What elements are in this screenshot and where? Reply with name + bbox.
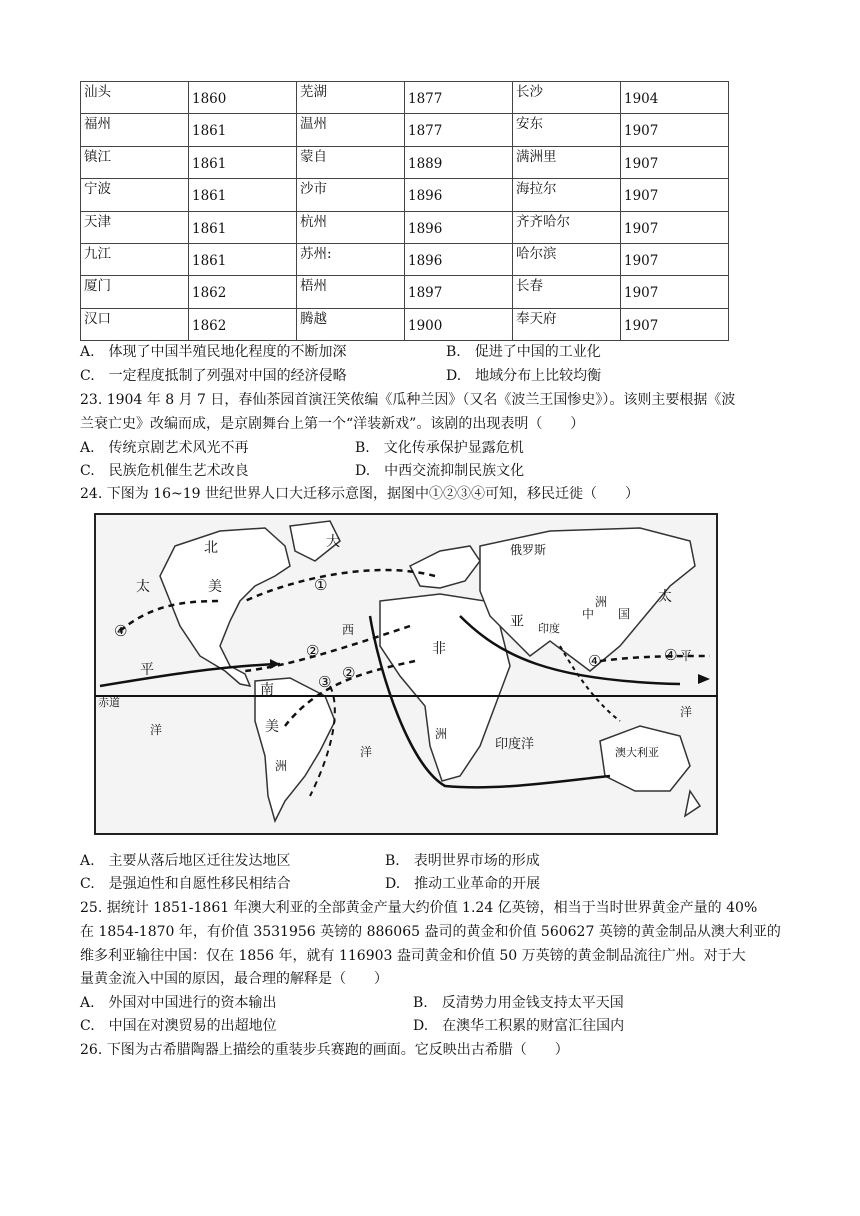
port-name-cell <box>513 82 621 114</box>
port-year: 1861 <box>192 220 227 237</box>
port-name: 天津 <box>84 213 111 230</box>
q22-option-c: C. 一定程度抵制了列强对中国的经济侵略 <box>80 368 347 384</box>
port-name-cell <box>297 82 405 114</box>
port-year-cell <box>621 179 729 211</box>
q25-option-a: A. 外国对中国进行的资本输出 <box>80 995 277 1011</box>
marker-2b: ② <box>342 664 356 682</box>
port-name-cell <box>81 146 189 178</box>
port-year: 1907 <box>624 155 659 172</box>
label-yang-southwest: 洋 <box>150 723 163 737</box>
port-name-cell <box>81 243 189 275</box>
port-name: 沙市 <box>300 181 327 198</box>
port-name: 汉口 <box>84 310 111 327</box>
q23-stem-line2: 兰衰亡史》改编而成，是京剧舞台上第一个“洋装新戏”。该剧的出现表明（ ） <box>80 416 585 432</box>
marker-3: ③ <box>318 673 332 691</box>
port-name: 温州 <box>300 116 327 133</box>
port-year-cell <box>621 211 729 243</box>
q23-stem-line1: 23. 1904 年 8 月 7 日，春仙茶园首演汪笑侬编《瓜种兰因》（又名《波兰王国惨史》）。该则主要根据《波 <box>80 392 736 408</box>
port-year-cell <box>405 276 513 308</box>
marker-1: ① <box>314 576 328 594</box>
table-row <box>81 82 729 114</box>
port-year-cell <box>189 211 297 243</box>
port-year-cell <box>189 308 297 340</box>
port-year: 1862 <box>192 285 227 302</box>
label-zhou: 洲 <box>595 595 608 609</box>
port-year-cell <box>189 114 297 146</box>
port-name-cell <box>513 114 621 146</box>
table-row <box>81 146 729 178</box>
port-year-cell <box>405 211 513 243</box>
port-year: 1907 <box>624 317 659 334</box>
port-year: 1896 <box>408 252 443 269</box>
port-year: 1877 <box>408 123 443 140</box>
port-name: 厦门 <box>84 278 111 295</box>
port-name-cell <box>81 82 189 114</box>
table-row <box>81 276 729 308</box>
port-name-cell <box>513 243 621 275</box>
port-name-cell <box>513 308 621 340</box>
q25-option-d: D. 在澳华工积累的财富汇往国内 <box>413 1018 625 1034</box>
q25-stem-line2: 在 1854-1870 年，有价值 3531956 英镑的 886065 盎司的黄金和价值 560627 英镑的黄金制品从澳大利亚的 <box>80 924 781 940</box>
q25-stem-line4: 量黄金流入中国的原因，最合理的解释是（ ） <box>80 971 388 987</box>
table-row <box>81 114 729 146</box>
label-indian-ocean: 印度洋 <box>495 737 535 752</box>
port-name-cell <box>297 308 405 340</box>
port-year: 1861 <box>192 188 227 205</box>
port-name-cell <box>81 114 189 146</box>
port-name-cell <box>297 146 405 178</box>
port-year: 1861 <box>192 155 227 172</box>
port-year-cell <box>189 276 297 308</box>
q22-option-b: B. 促进了中国的工业化 <box>446 344 601 360</box>
q23-option-c: C. 民族危机催生艺术改良 <box>80 463 249 479</box>
port-year: 1860 <box>192 90 227 107</box>
migration-map <box>80 506 722 838</box>
table-row <box>81 243 729 275</box>
label-australia: 澳大利亚 <box>615 746 659 759</box>
port-year-cell <box>189 146 297 178</box>
port-name: 芜湖 <box>300 83 327 100</box>
port-year: 1862 <box>192 317 227 334</box>
port-year: 1907 <box>624 285 659 302</box>
label-ping-right: 平 <box>680 649 693 663</box>
port-year-cell <box>405 308 513 340</box>
port-name: 梧州 <box>300 278 327 295</box>
label-zhou-south: 洲 <box>275 759 288 773</box>
label-nan: 南 <box>260 682 274 698</box>
port-name: 长春 <box>516 278 543 295</box>
q26-stem: 26. 下图为古希腊陶器上描绘的重装步兵赛跑的画面。它反映出古希腊（ ） <box>80 1042 569 1058</box>
port-name: 宁波 <box>84 181 111 198</box>
port-year-cell <box>189 243 297 275</box>
port-name-cell <box>297 179 405 211</box>
port-year: 1907 <box>624 123 659 140</box>
port-name: 杭州 <box>300 213 327 230</box>
port-name: 安东 <box>516 116 543 133</box>
q24-option-d: D. 推动工业革命的开展 <box>385 876 541 892</box>
label-fei: 非 <box>432 641 446 657</box>
port-year-cell <box>621 82 729 114</box>
port-year: 1896 <box>408 188 443 205</box>
port-name: 满洲里 <box>516 148 557 165</box>
label-tai-left: 太 <box>136 579 150 595</box>
q24-stem: 24. 下图为 16~19 世纪世界人口大迁移示意图，据图中①②③④可知，移民迁徙（ ） <box>80 486 639 502</box>
label-da: 大 <box>326 534 340 550</box>
port-name-cell <box>81 211 189 243</box>
label-guo: 国 <box>618 607 631 621</box>
port-name-cell <box>513 146 621 178</box>
port-year-cell <box>405 146 513 178</box>
port-year: 1877 <box>408 90 443 107</box>
port-year-cell <box>621 276 729 308</box>
port-name: 九江 <box>84 245 111 262</box>
port-year-cell <box>621 114 729 146</box>
q25-option-b: B. 反清势力用金钱支持太平天国 <box>413 995 624 1011</box>
port-year-cell <box>189 179 297 211</box>
label-russia: 俄罗斯 <box>510 543 547 557</box>
port-year: 1861 <box>192 252 227 269</box>
port-name-cell <box>81 276 189 308</box>
port-year-cell <box>405 243 513 275</box>
label-mei-south: 美 <box>265 719 279 735</box>
q25-stem-line1: 25. 据统计 1851-1861 年澳大利亚的全部黄金产量大约价值 1.24 亿英镑，相当于当时世界黄金产量的 40% <box>80 900 758 916</box>
port-name-cell <box>513 211 621 243</box>
marker-4a: ④ <box>114 622 128 640</box>
port-name-cell <box>81 179 189 211</box>
port-name: 海拉尔 <box>516 181 557 198</box>
port-year-cell <box>405 179 513 211</box>
port-name: 苏州: <box>300 245 332 262</box>
marker-2a: ② <box>306 642 320 660</box>
port-year-cell <box>621 308 729 340</box>
port-year-cell <box>405 114 513 146</box>
q22-option-a: A. 体现了中国半殖民地化程度的不断加深 <box>80 344 347 360</box>
port-name: 齐齐哈尔 <box>516 213 570 230</box>
port-year: 1897 <box>408 285 443 302</box>
port-name: 汕头 <box>84 83 111 100</box>
q25-stem-line3: 维多利亚输往中国：仅在 1856 年，就有 116903 盎司黄金和价值 50 万英镑的黄金制品流往广州。对于大 <box>80 948 746 964</box>
port-year: 1907 <box>624 220 659 237</box>
label-zhong: 中 <box>582 607 595 621</box>
q23-option-b: B. 文化传承保护显露危机 <box>355 440 524 456</box>
label-ping-left: 平 <box>140 662 154 678</box>
label-tai-right: 太 <box>658 589 672 605</box>
port-name: 长沙 <box>516 83 543 100</box>
port-name: 福州 <box>84 116 111 133</box>
label-zhou-africa: 洲 <box>435 727 448 741</box>
q25-option-c: C. 中国在对澳贸易的出超地位 <box>80 1018 277 1034</box>
q24-option-b: B. 表明世界市场的形成 <box>385 853 540 869</box>
port-year-cell <box>189 82 297 114</box>
port-year: 1861 <box>192 123 227 140</box>
port-year: 1900 <box>408 317 443 334</box>
port-year-cell <box>621 243 729 275</box>
port-year: 1889 <box>408 155 443 172</box>
q24-option-a: A. 主要从落后地区迁往发达地区 <box>80 853 291 869</box>
port-name: 腾越 <box>300 310 327 327</box>
label-india: 印度 <box>538 622 560 635</box>
q22-option-d: D. 地域分布上比较均衡 <box>446 368 602 384</box>
port-name-cell <box>297 243 405 275</box>
port-year: 1896 <box>408 220 443 237</box>
port-name-cell <box>81 308 189 340</box>
port-year: 1904 <box>624 90 659 107</box>
table-row <box>81 179 729 211</box>
label-mei-north: 美 <box>208 579 222 595</box>
port-name-cell <box>513 179 621 211</box>
label-north: 北 <box>204 540 218 556</box>
port-year-cell <box>621 146 729 178</box>
port-name-cell <box>297 276 405 308</box>
port-name: 哈尔滨 <box>516 245 557 262</box>
port-year: 1907 <box>624 252 659 269</box>
label-equator: 赤道 <box>98 696 120 709</box>
port-name: 镇江 <box>84 148 111 165</box>
port-name: 蒙自 <box>300 148 327 165</box>
q23-option-d: D. 中西交流抑制民族文化 <box>355 463 525 479</box>
port-name-cell <box>297 211 405 243</box>
port-name: 奉天府 <box>516 310 557 327</box>
treaty-ports-table <box>80 81 729 341</box>
table-row <box>81 211 729 243</box>
label-xi: 西 <box>342 623 355 637</box>
port-year: 1907 <box>624 188 659 205</box>
marker-4c: ④ <box>664 646 678 664</box>
table-row <box>81 308 729 340</box>
q24-option-c: C. 是强迫性和自愿性移民相结合 <box>80 876 291 892</box>
port-year-cell <box>405 82 513 114</box>
label-yang-atlantic: 洋 <box>360 745 373 759</box>
q23-option-a: A. 传统京剧艺术风光不再 <box>80 440 249 456</box>
port-name-cell <box>513 276 621 308</box>
label-ya: 亚 <box>510 614 524 630</box>
label-yang-pacific: 洋 <box>680 705 693 719</box>
marker-4b: ④ <box>588 652 602 670</box>
port-name-cell <box>297 114 405 146</box>
